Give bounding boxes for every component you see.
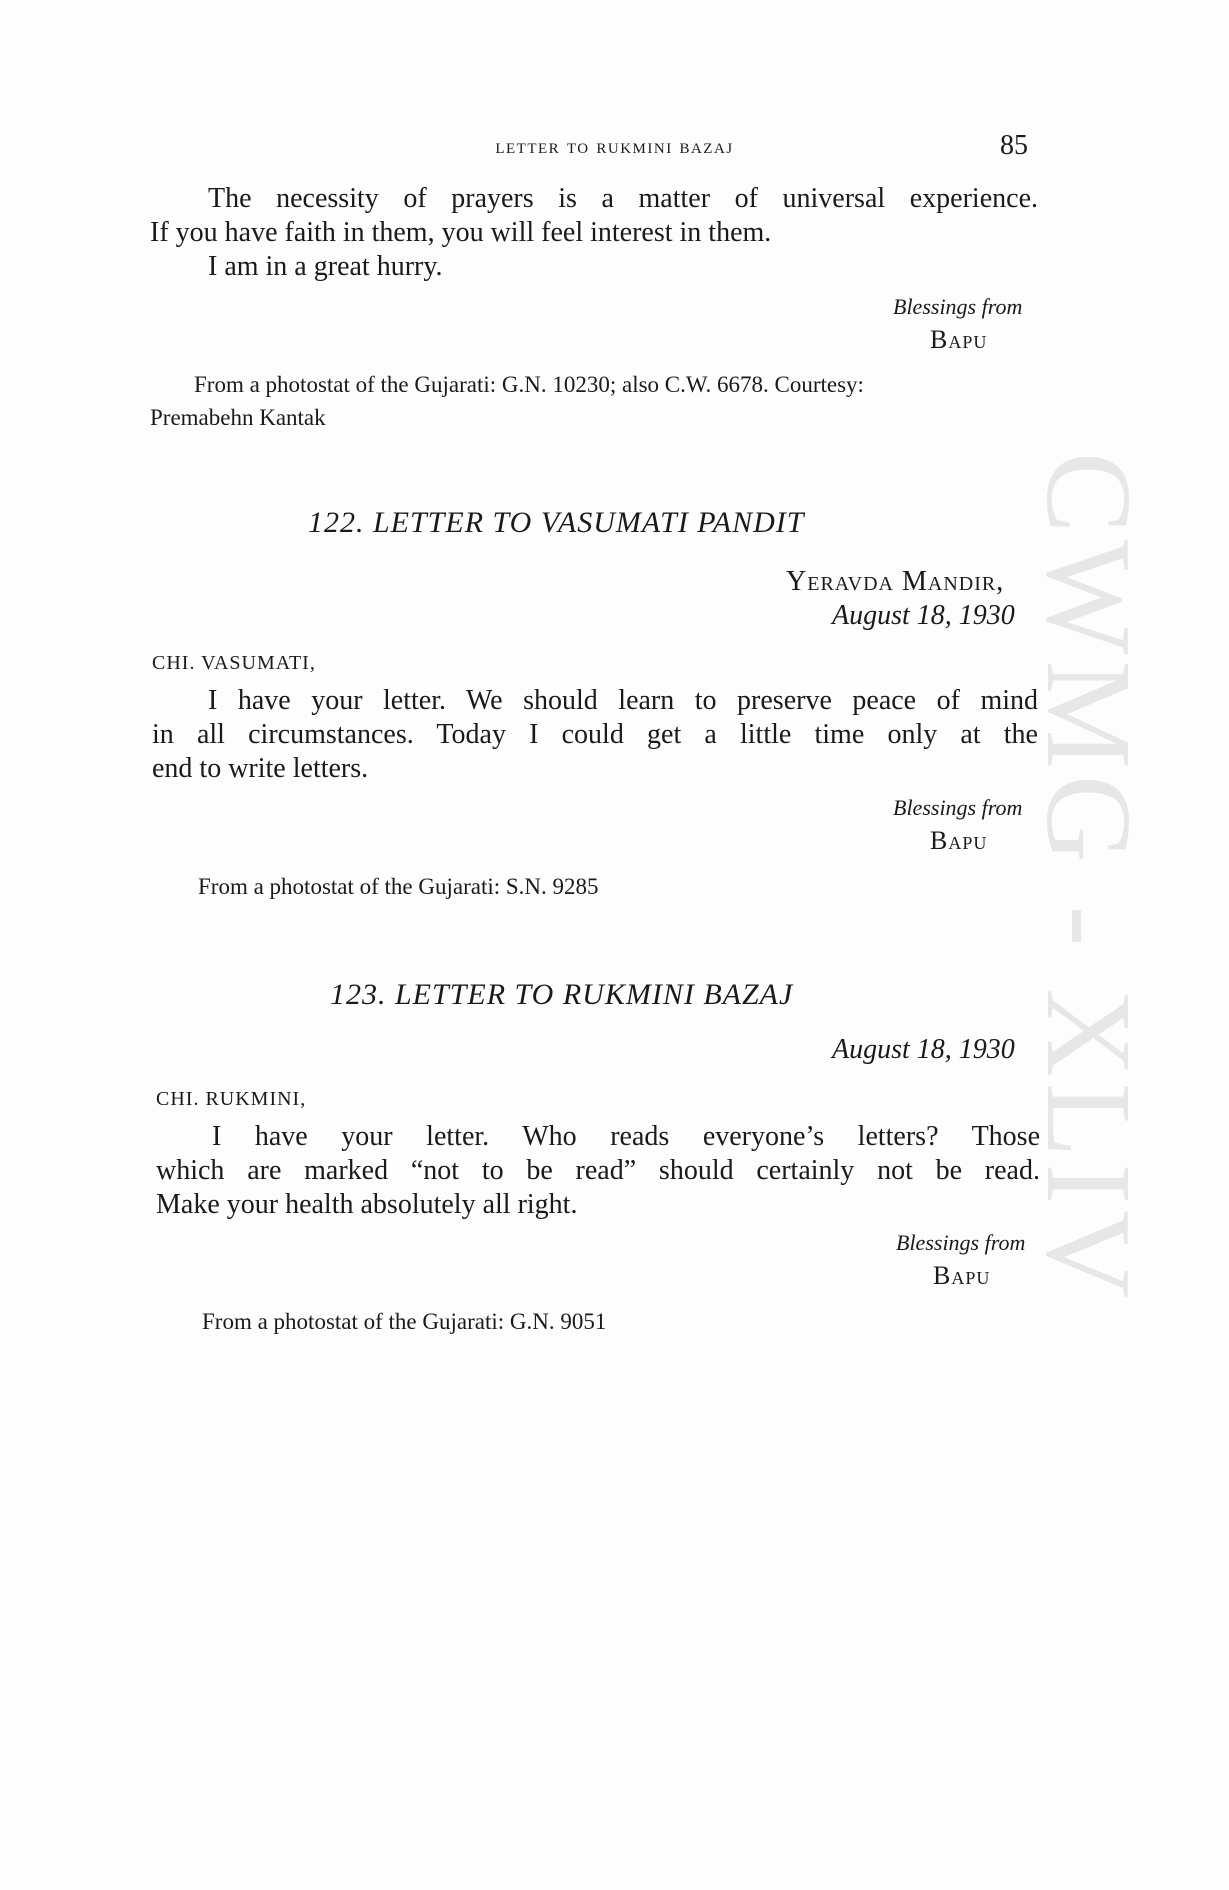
blessing-text: Blessings from bbox=[893, 294, 1023, 319]
letter-place: Yeravda Mandir, bbox=[786, 566, 1005, 597]
body-line: The necessity of prayers is a matter of universal experience. bbox=[208, 183, 1038, 214]
signature: Bapu bbox=[930, 826, 988, 855]
body-line: Make your health absolutely all right. bbox=[156, 1189, 578, 1220]
letter-heading: 123. LETTER TO RUKMINI BAZAJ bbox=[330, 978, 794, 1011]
body-line: I have your letter. We should learn to preserve peace of mind bbox=[208, 685, 1038, 716]
source-note: From a photostat of the Gujarati: S.N. 9285 bbox=[198, 874, 599, 899]
body-line: If you have faith in them, you will feel interest in them. bbox=[150, 217, 772, 248]
running-head: letter to rukmini bazaj bbox=[495, 134, 734, 158]
body-line: I am in a great hurry. bbox=[208, 251, 443, 282]
signature: Bapu bbox=[933, 1261, 991, 1290]
body-line: end to write letters. bbox=[152, 753, 369, 784]
salutation: CHI. RUKMINI, bbox=[156, 1088, 307, 1110]
source-note: Premabehn Kantak bbox=[150, 405, 326, 430]
letter-date: August 18, 1930 bbox=[832, 1034, 1015, 1065]
body-line: which are marked “not to be read” should certainly not be read. bbox=[156, 1155, 1040, 1186]
source-note: From a photostat of the Gujarati: G.N. 10230; also C.W. 6678. Courtesy: bbox=[194, 372, 864, 397]
page-number: 85 bbox=[1000, 130, 1028, 161]
letter-date: August 18, 1930 bbox=[832, 600, 1015, 631]
watermark: CWMG - XLIV bbox=[1021, 452, 1156, 1305]
signature: Bapu bbox=[930, 325, 988, 354]
letter-heading: 122. LETTER TO VASUMATI PANDIT bbox=[308, 506, 805, 539]
blessing-text: Blessings from bbox=[896, 1230, 1026, 1255]
source-note: From a photostat of the Gujarati: G.N. 9051 bbox=[202, 1309, 607, 1334]
blessing-text: Blessings from bbox=[893, 795, 1023, 820]
body-line: I have your letter. Who reads everyone’s letters? Those bbox=[212, 1121, 1040, 1152]
body-line: in all circumstances. Today I could get a little time only at the bbox=[152, 719, 1038, 750]
salutation: CHI. VASUMATI, bbox=[152, 652, 316, 674]
